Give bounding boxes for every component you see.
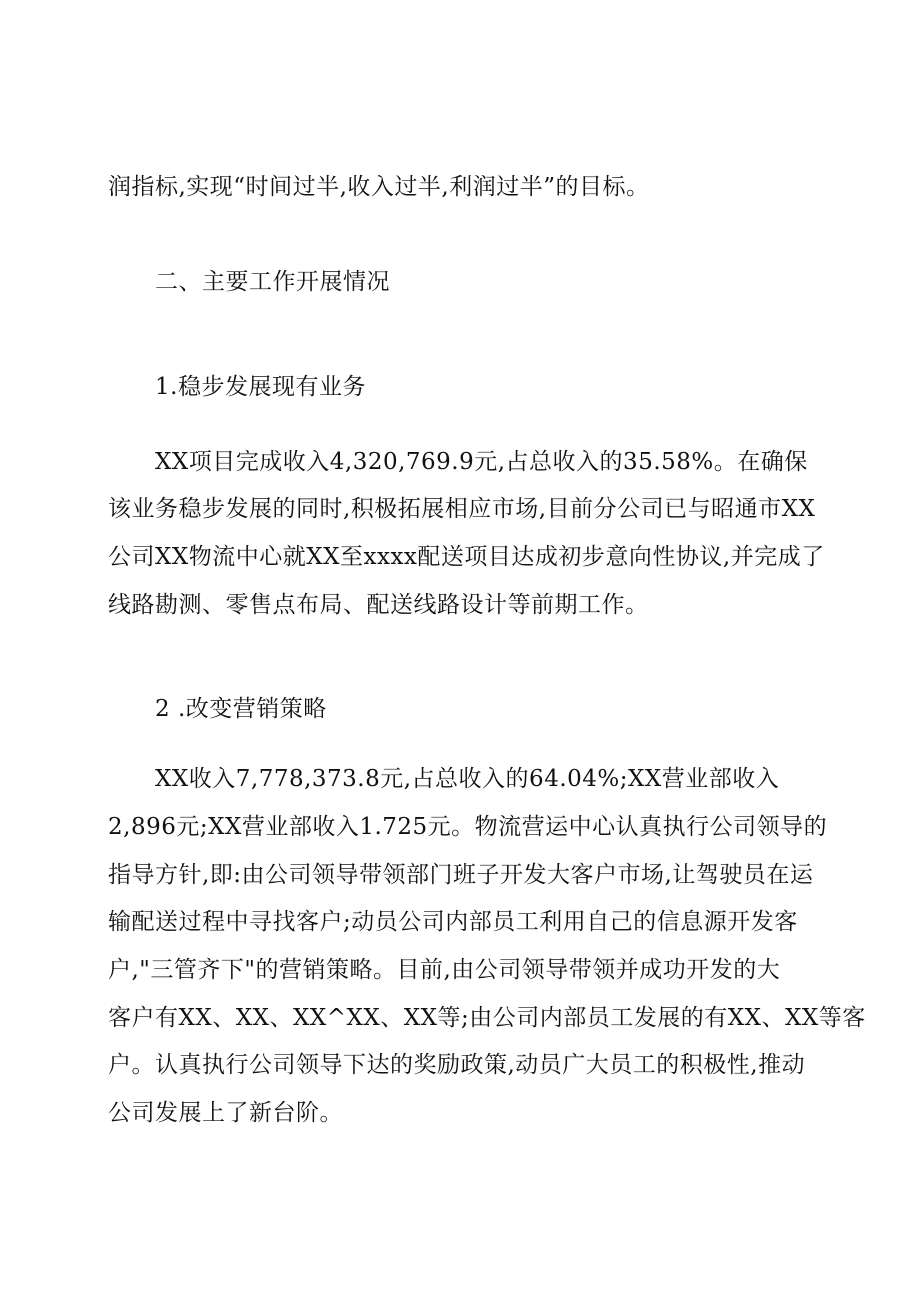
paragraph-line: 公司XX物流中心就XX至xxxx配送项目达成初步意向性协议,并完成了 xyxy=(108,544,825,570)
paragraph-line: 公司发展上了新台阶。 xyxy=(108,1100,343,1126)
paragraph-line: 户,"三管齐下"的营销策略。目前,由公司领导带领并成功开发的大 xyxy=(108,957,781,983)
subsection-heading-2: 2 .改变营销策略 xyxy=(155,696,327,722)
paragraph-line: 该业务稳步发展的同时,积极拓展相应市场,目前分公司已与昭通市XX xyxy=(108,496,816,522)
paragraph-line: XX项目完成收入4,320,769.9元,占总收入的35.58%。在确保 xyxy=(155,449,808,475)
paragraph-line: 指导方针,即:由公司领导带领部门班子开发大客户市场,让驾驶员在运 xyxy=(108,862,814,888)
paragraph-line-intro: 润指标,实现“时间过半,收入过半,利润过半”的目标。 xyxy=(108,174,650,200)
paragraph-line: 户。认真执行公司领导下达的奖励政策,动员广大员工的积极性,推动 xyxy=(108,1052,806,1078)
paragraph-line: 输配送过程中寻找客户;动员公司内部员工利用自己的信息源开发客 xyxy=(108,909,798,935)
paragraph-line: 线路勘测、零售点布局、配送线路设计等前期工作。 xyxy=(108,592,649,618)
section-heading: 二、主要工作开展情况 xyxy=(155,269,390,295)
paragraph-line: 客户有XX、XX、XX^XX、XX等;由公司内部员工发展的有XX、XX等客 xyxy=(108,1005,866,1031)
paragraph-line: XX收入7,778,373.8元,占总收入的64.04%;XX营业部收入 xyxy=(155,766,780,792)
paragraph-line: 2,896元;XX营业部收入1.725元。物流营运中心认真执行公司领导的 xyxy=(108,814,828,840)
subsection-heading-1: 1.稳步发展现有业务 xyxy=(155,374,366,400)
